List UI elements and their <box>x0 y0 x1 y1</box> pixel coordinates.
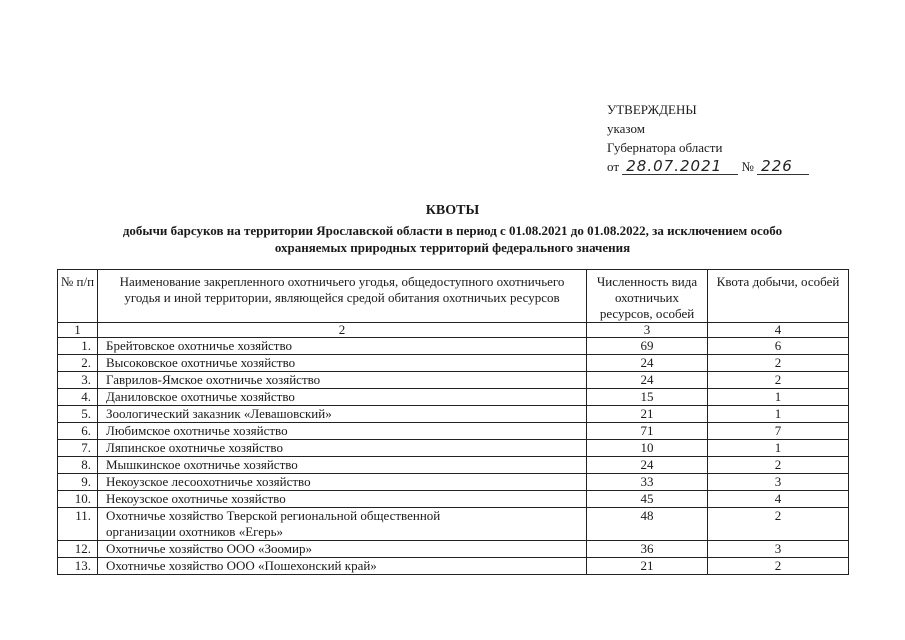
row-population: 45 <box>587 491 708 508</box>
table-row <box>58 406 849 423</box>
handwritten-number: 226 <box>757 159 809 175</box>
row-quota: 1 <box>708 389 849 406</box>
document-subtitle <box>40 222 865 256</box>
row-number: 10. <box>58 491 98 508</box>
handwritten-date: 28.07.2021 <box>622 159 738 175</box>
row-number: 13. <box>58 558 98 575</box>
approval-by: указом <box>607 121 645 136</box>
row-name: Мышкинское охотничье хозяйство <box>98 457 587 474</box>
row-number: 8. <box>58 457 98 474</box>
row-number: 2. <box>58 355 98 372</box>
row-name <box>98 508 587 541</box>
row-name: Зоологический заказник «Левашовский» <box>98 406 587 423</box>
row-number: 11. <box>58 508 98 541</box>
row-quota: 2 <box>708 372 849 389</box>
row-name: Гаврилов-Ямское охотничье хозяйство <box>98 372 587 389</box>
row-number: 1. <box>58 338 98 355</box>
row-name: Некоузское охотничье хозяйство <box>98 491 587 508</box>
table-row <box>58 491 849 508</box>
header-name: Наименование закрепленного охотничьего угодья, общедоступного охотничьего угодья и иной территории, являющейся средой обитания охотничьих ресурсов <box>98 270 587 323</box>
index-cell: 1 <box>58 323 98 338</box>
approval-date-line <box>607 157 809 176</box>
header-population: Численность вида охотничьих ресурсов, особей <box>587 270 708 323</box>
index-cell: 2 <box>98 323 587 338</box>
row-population: 71 <box>587 423 708 440</box>
row-quota: 2 <box>708 457 849 474</box>
row-number: 5. <box>58 406 98 423</box>
row-number: 7. <box>58 440 98 457</box>
row-population: 33 <box>587 474 708 491</box>
index-cell: 4 <box>708 323 849 338</box>
row-name: Высоковское охотничье хозяйство <box>98 355 587 372</box>
subtitle-line-2: охраняемых природных территорий федерального значения <box>274 240 631 255</box>
table-row <box>58 423 849 440</box>
header-number: № п/п <box>58 270 98 323</box>
row-name: Некоузское лесоохотничье хозяйство <box>98 474 587 491</box>
header-quota: Квота добычи, особей <box>708 270 849 323</box>
row-name-line-2: организации охотников «Егерь» <box>106 524 283 539</box>
row-population: 15 <box>587 389 708 406</box>
document-title: КВОТЫ <box>425 203 480 218</box>
row-number: 12. <box>58 541 98 558</box>
row-population: 24 <box>587 372 708 389</box>
row-number: 3. <box>58 372 98 389</box>
row-quota: 2 <box>708 355 849 372</box>
table-header-row <box>58 270 849 323</box>
table-row <box>58 558 849 575</box>
index-cell: 3 <box>587 323 708 338</box>
table-row <box>58 338 849 355</box>
row-name: Даниловское охотничье хозяйство <box>98 389 587 406</box>
row-population: 36 <box>587 541 708 558</box>
row-population: 21 <box>587 406 708 423</box>
table-row <box>58 457 849 474</box>
row-population: 24 <box>587 355 708 372</box>
row-quota: 3 <box>708 474 849 491</box>
row-name: Ляпинское охотничье хозяйство <box>98 440 587 457</box>
row-name-line-1: Охотничье хозяйство Тверской региональной общественной <box>106 508 441 523</box>
row-quota: 6 <box>708 338 849 355</box>
table-row <box>58 389 849 406</box>
row-population: 48 <box>587 508 708 541</box>
table-row <box>58 508 849 541</box>
row-name: Охотничье хозяйство ООО «Пошехонский край» <box>98 558 587 575</box>
quota-table <box>57 269 849 575</box>
row-quota: 2 <box>708 508 849 541</box>
row-population: 69 <box>587 338 708 355</box>
approval-title: УТВЕРЖДЕНЫ <box>607 102 697 117</box>
row-name: Любимское охотничье хозяйство <box>98 423 587 440</box>
row-number: 4. <box>58 389 98 406</box>
row-quota: 3 <box>708 541 849 558</box>
number-prefix: № <box>741 159 754 174</box>
table-row <box>58 474 849 491</box>
approval-authority: Губернатора области <box>607 140 723 155</box>
column-index-row <box>58 323 849 338</box>
table-row <box>58 440 849 457</box>
row-quota: 1 <box>708 406 849 423</box>
row-quota: 2 <box>708 558 849 575</box>
row-population: 21 <box>587 558 708 575</box>
row-quota: 1 <box>708 440 849 457</box>
subtitle-line-1: добычи барсуков на территории Ярославской области в период с 01.08.2021 до 01.08.2022, за исключением особо <box>122 223 783 238</box>
row-population: 10 <box>587 440 708 457</box>
row-quota: 4 <box>708 491 849 508</box>
row-number: 9. <box>58 474 98 491</box>
row-quota: 7 <box>708 423 849 440</box>
row-number: 6. <box>58 423 98 440</box>
approval-block <box>607 100 809 176</box>
table-row <box>58 355 849 372</box>
table-row <box>58 541 849 558</box>
row-name: Охотничье хозяйство ООО «Зоомир» <box>98 541 587 558</box>
table-row <box>58 372 849 389</box>
row-name: Брейтовское охотничье хозяйство <box>98 338 587 355</box>
date-prefix: от <box>607 159 620 174</box>
row-population: 24 <box>587 457 708 474</box>
